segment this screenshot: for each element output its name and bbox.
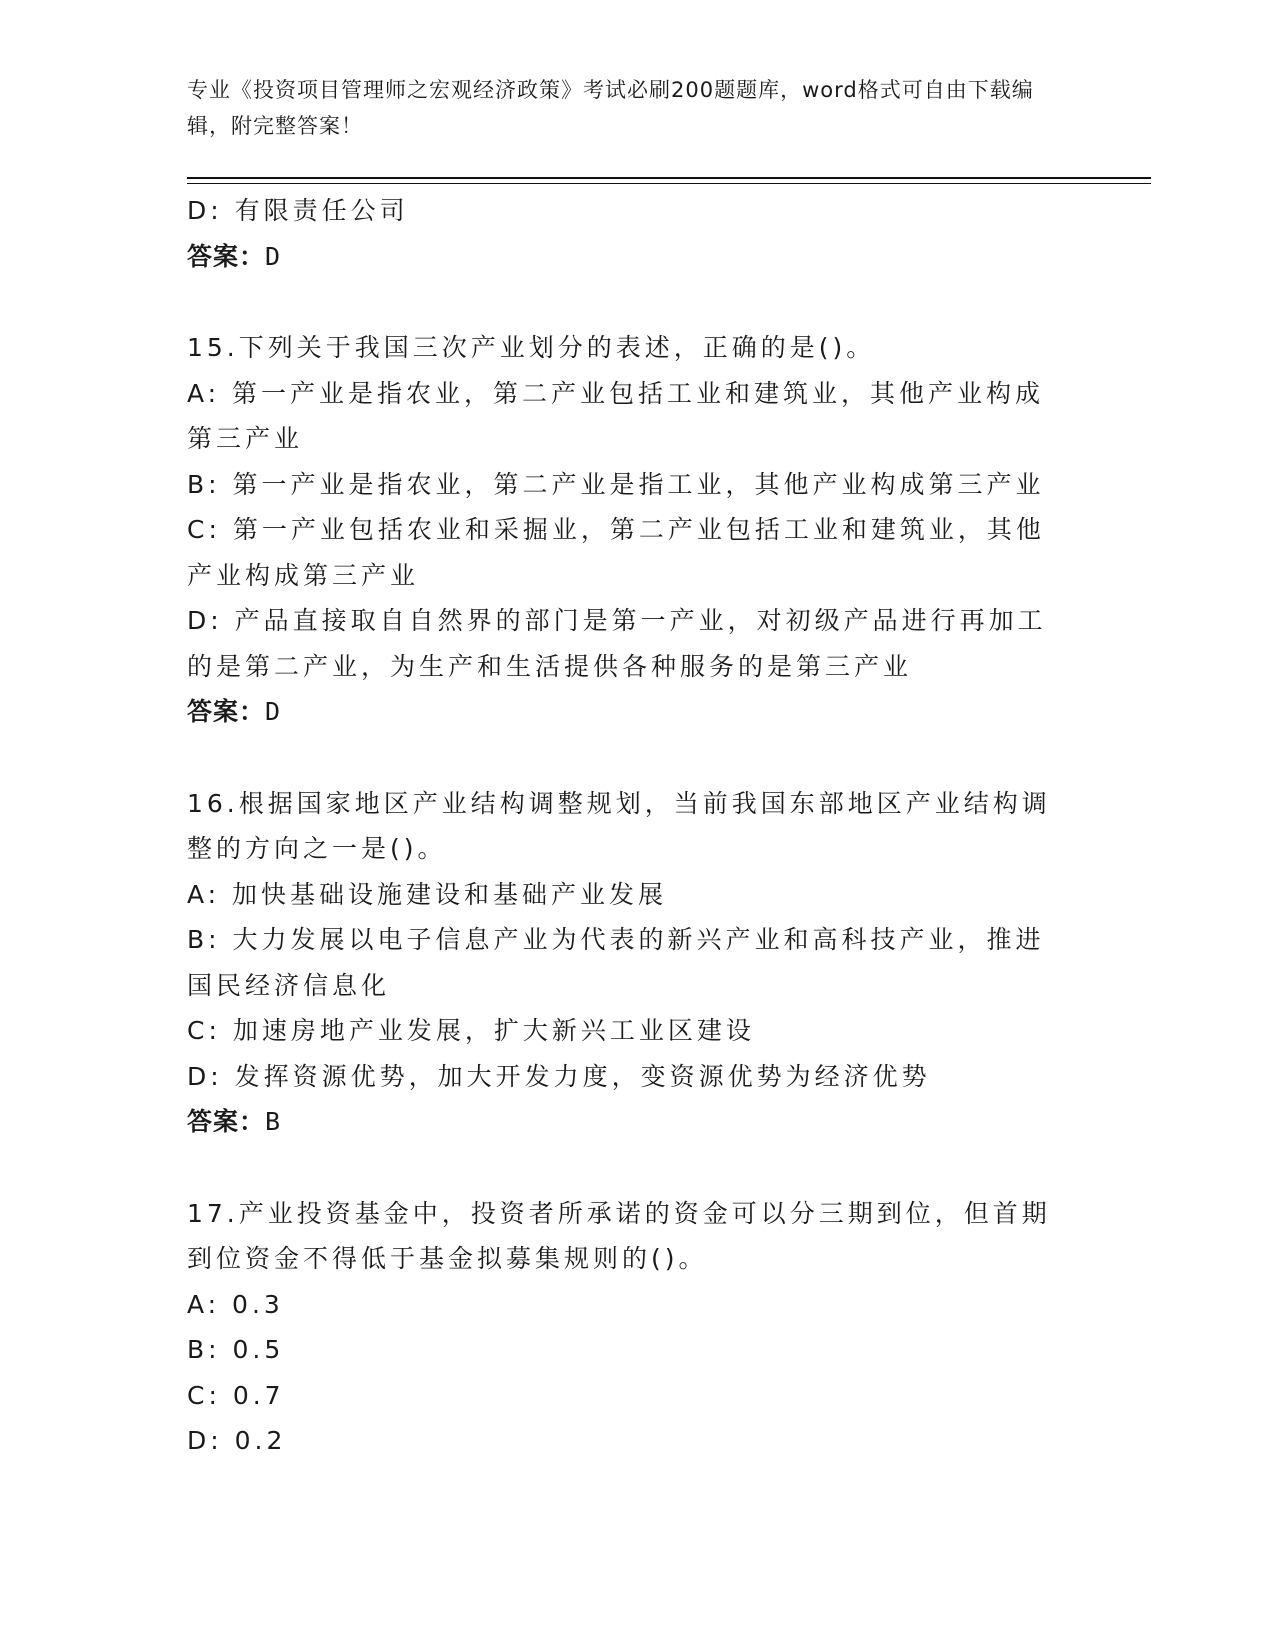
option-b: B: 大力发展以电子信息产业为代表的新兴产业和高科技产业，推进国民经济信息化 bbox=[187, 925, 1045, 1000]
answer-label: 答案： bbox=[187, 241, 266, 271]
question-stem: 16.根据国家地区产业结构调整规划，当前我国东部地区产业结构调整的方向之一是()。 bbox=[187, 788, 1051, 863]
answer-label: 答案： bbox=[187, 697, 266, 726]
question-stem: 15.下列关于我国三次产业划分的表述，正确的是()。 bbox=[187, 333, 876, 362]
answer bbox=[187, 689, 1067, 735]
question-stem: 17.产业投资基金中，投资者所承诺的资金可以分三期到位，但首期到位资金不得低于基金拟募集规则的()。 bbox=[187, 1198, 1051, 1273]
option-c: C: 0.7 bbox=[187, 1380, 285, 1410]
answer-key: B bbox=[265, 1107, 282, 1136]
answer-label: 答案： bbox=[187, 1107, 266, 1136]
answer bbox=[187, 234, 1067, 280]
option-d: D: 有限责任公司 bbox=[187, 196, 409, 225]
option-a: A: 第一产业是指农业，第二产业包括工业和建筑业，其他产业构成第三产业 bbox=[187, 378, 1045, 453]
option-d: D: 0.2 bbox=[187, 1426, 287, 1455]
header-rule-thick bbox=[187, 177, 1151, 179]
document-body bbox=[187, 188, 1067, 1464]
option-b: B: 第一产业是指农业，第二产业是指工业，其他产业构成第三产业 bbox=[187, 469, 1045, 499]
question-16 bbox=[187, 781, 1067, 1145]
option-d: D: 发挥资源优势，加大开发力度，变资源优势为经济优势 bbox=[187, 1061, 931, 1091]
option-b: B: 0.5 bbox=[187, 1335, 285, 1364]
question-15 bbox=[187, 325, 1067, 735]
option-a: A: 0.3 bbox=[187, 1289, 284, 1319]
answer-key: D bbox=[265, 697, 282, 726]
question-17 bbox=[187, 1191, 1067, 1464]
answer bbox=[187, 1099, 1067, 1145]
option-d: D: 产品直接取自自然界的部门是第一产业，对初级产品进行再加工的是第二产业，为生产和生活提供各种服务的是第三产业 bbox=[187, 606, 1047, 681]
document-header: 专业《投资项目管理师之宏观经济政策》考试必刷200题题库，word格式可自由下载编辑，附完整答案！ bbox=[187, 78, 1034, 138]
header-rule-thin bbox=[187, 183, 1151, 184]
answer-key: D bbox=[265, 241, 282, 271]
option-c: C: 加速房地产业发展，扩大新兴工业区建设 bbox=[187, 1016, 755, 1045]
option-a: A: 加快基础设施建设和基础产业发展 bbox=[187, 879, 668, 909]
option-c: C: 第一产业包括农业和采掘业，第二产业包括工业和建筑业，其他产业构成第三产业 bbox=[187, 515, 1045, 590]
